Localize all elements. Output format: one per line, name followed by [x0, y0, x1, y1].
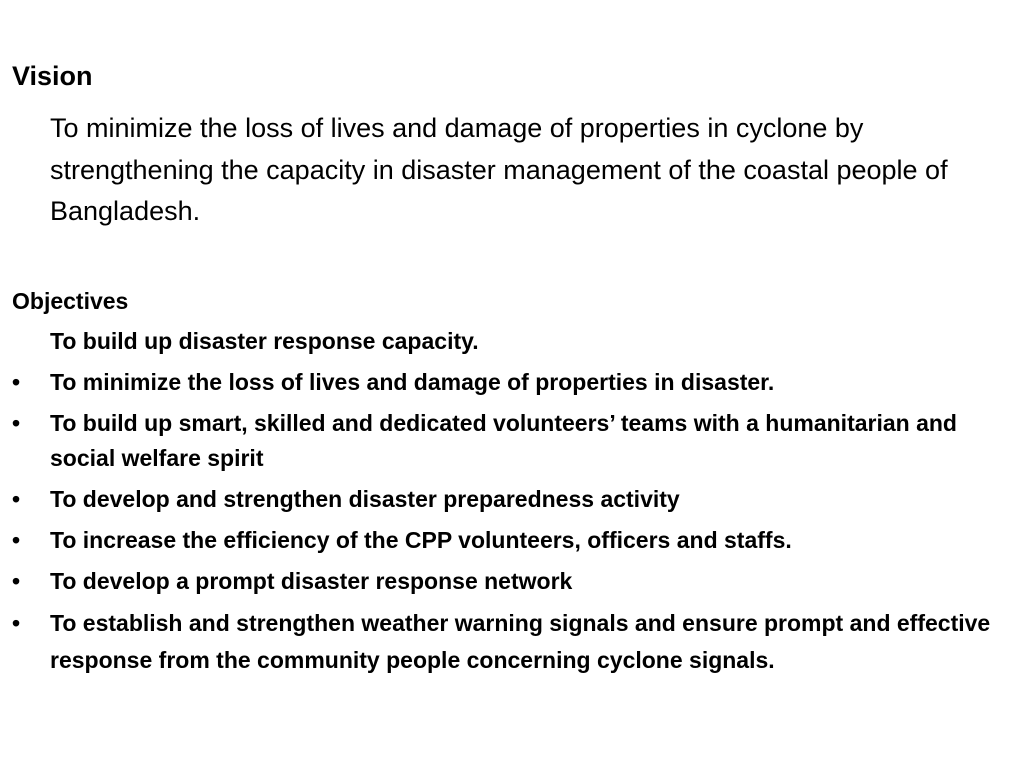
bullet-icon: •	[12, 369, 21, 395]
objectives-list	[0, 324, 1020, 685]
objective-text: To develop a prompt disaster response network	[50, 568, 573, 594]
objective-item	[0, 523, 1020, 558]
bullet-icon: •	[12, 486, 21, 512]
vision-heading: Vision	[12, 61, 93, 91]
objective-item	[0, 605, 1020, 679]
bullet-icon: •	[12, 527, 21, 553]
objective-text: To increase the efficiency of the CPP volunteers, officers and staffs.	[50, 527, 792, 553]
objective-item	[0, 482, 1020, 517]
objectives-heading: Objectives	[12, 288, 129, 314]
objective-text: To develop and strengthen disaster preparedness activity	[50, 486, 680, 512]
bullet-icon: •	[12, 568, 21, 594]
objective-text: To minimize the loss of lives and damage of properties in disaster.	[50, 369, 775, 395]
vision-text: To minimize the loss of lives and damage of properties in cyclone by strengthening the capacity in disaster management of the coastal people of Bangladesh.	[50, 113, 948, 226]
objective-text: To build up disaster response capacity.	[50, 328, 479, 354]
objective-item	[0, 324, 1020, 359]
objective-text: To establish and strengthen weather warning signals and ensure prompt and effective response from the community people concerning cyclone signals.	[50, 610, 991, 673]
objective-item	[0, 365, 1020, 400]
objective-text: To build up smart, skilled and dedicated volunteers’ teams with a humanitarian and social welfare spirit	[50, 410, 957, 471]
bullet-icon: •	[12, 410, 21, 436]
objective-item	[0, 564, 1020, 599]
objective-item	[0, 406, 1020, 476]
bullet-icon: •	[12, 610, 21, 636]
